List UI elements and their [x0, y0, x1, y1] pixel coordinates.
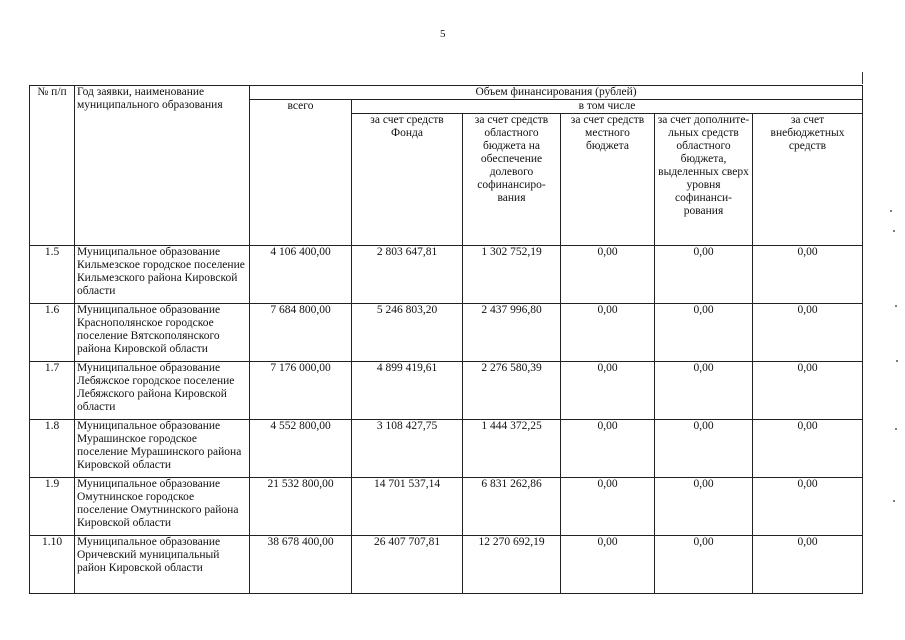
row-regional: 1 302 752,19	[463, 246, 561, 304]
header-local: за счет средств местного бюджета	[561, 114, 655, 246]
row-num: 1.6	[30, 304, 75, 362]
row-additional: 0,00	[655, 304, 753, 362]
row-total: 4 552 800,00	[250, 420, 352, 478]
header-total: всего	[250, 100, 352, 246]
row-name: Муниципальное образование Мурашинское городское поселение Мурашинского района Кировской области	[75, 420, 250, 478]
scan-artifact	[895, 305, 897, 307]
row-local: 0,00	[561, 536, 655, 594]
row-additional: 0,00	[655, 536, 753, 594]
row-total: 7 684 800,00	[250, 304, 352, 362]
header-fund: за счет средств Фонда	[352, 114, 463, 246]
row-regional: 2 276 580,39	[463, 362, 561, 420]
row-num: 1.7	[30, 362, 75, 420]
row-additional: 0,00	[655, 478, 753, 536]
header-regional: за счет средств областного бюджета на обеспечение долевого софинансиро-вания	[463, 114, 561, 246]
row-num: 1.5	[30, 246, 75, 304]
table-row	[30, 304, 863, 362]
row-extrabudget: 0,00	[753, 478, 863, 536]
row-name: Муниципальное образование Омутнинское городское поселение Омутнинского района Кировской области	[75, 478, 250, 536]
scan-artifact	[890, 210, 892, 212]
header-num: № п/п	[30, 86, 75, 246]
row-local: 0,00	[561, 420, 655, 478]
row-fund: 2 803 647,81	[352, 246, 463, 304]
row-additional: 0,00	[655, 420, 753, 478]
header-extrabudget: за счет внебюджетных средств	[753, 114, 863, 246]
row-num: 1.9	[30, 478, 75, 536]
row-regional: 6 831 262,86	[463, 478, 561, 536]
row-name: Муниципальное образование Краснополянское городское поселение Вятскополянского района Кировской области	[75, 304, 250, 362]
table-row	[30, 536, 863, 594]
table-row	[30, 362, 863, 420]
header-funding-group: Объем финансирования (рублей)	[250, 86, 863, 100]
row-local: 0,00	[561, 304, 655, 362]
row-num: 1.8	[30, 420, 75, 478]
row-name: Муниципальное образование Кильмезское городское поселение Кильмезского района Кировской области	[75, 246, 250, 304]
row-extrabudget: 0,00	[753, 246, 863, 304]
table-row	[30, 420, 863, 478]
scan-artifact	[896, 360, 898, 362]
table-row	[30, 246, 863, 304]
row-fund: 14 701 537,14	[352, 478, 463, 536]
row-regional: 1 444 372,25	[463, 420, 561, 478]
row-local: 0,00	[561, 246, 655, 304]
row-num: 1.10	[30, 536, 75, 594]
financing-table	[29, 85, 863, 594]
row-fund: 3 108 427,75	[352, 420, 463, 478]
scan-artifact	[895, 428, 897, 430]
row-total: 21 532 800,00	[250, 478, 352, 536]
table-row	[30, 478, 863, 536]
row-total: 4 106 400,00	[250, 246, 352, 304]
row-fund: 4 899 419,61	[352, 362, 463, 420]
row-additional: 0,00	[655, 246, 753, 304]
row-local: 0,00	[561, 478, 655, 536]
row-extrabudget: 0,00	[753, 362, 863, 420]
header-additional: за счет дополните-льных средств областного бюджета, выделенных сверх уровня софинанси-рования	[655, 114, 753, 246]
scan-artifact	[893, 500, 895, 502]
page-number: 5	[440, 28, 446, 40]
row-extrabudget: 0,00	[753, 304, 863, 362]
row-name: Муниципальное образование Лебяжское городское поселение Лебяжского района Кировской области	[75, 362, 250, 420]
header-name: Год заявки, наименование муниципального образования	[75, 86, 250, 246]
row-additional: 0,00	[655, 362, 753, 420]
row-fund: 26 407 707,81	[352, 536, 463, 594]
row-fund: 5 246 803,20	[352, 304, 463, 362]
row-local: 0,00	[561, 362, 655, 420]
row-extrabudget: 0,00	[753, 536, 863, 594]
row-regional: 2 437 996,80	[463, 304, 561, 362]
scan-artifact	[893, 230, 895, 232]
row-total: 7 176 000,00	[250, 362, 352, 420]
row-name: Муниципальное образование Оричевский муниципальный район Кировской области	[75, 536, 250, 594]
scan-artifact	[862, 72, 863, 84]
row-regional: 12 270 692,19	[463, 536, 561, 594]
row-total: 38 678 400,00	[250, 536, 352, 594]
header-including: в том числе	[352, 100, 863, 114]
row-extrabudget: 0,00	[753, 420, 863, 478]
